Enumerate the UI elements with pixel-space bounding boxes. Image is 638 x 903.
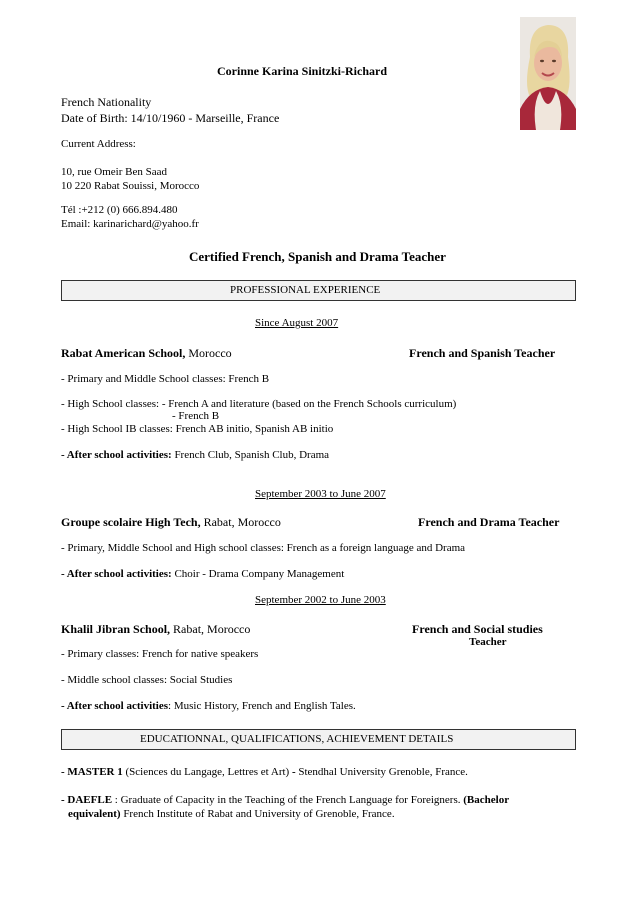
- employer-location: Rabat, Morocco: [170, 622, 251, 636]
- candidate-name: Corinne Karina Sinitzki-Richard: [217, 64, 388, 78]
- activities-text: Choir - Drama Company Management: [171, 568, 345, 580]
- activities-label: - After school activities:: [61, 449, 172, 461]
- section-title: EDUCATIONNAL, QUALIFICATIONS, ACHIEVEMENT DETAILS: [140, 733, 454, 745]
- job-activities: [61, 700, 356, 712]
- degree-institution: French Institute of Rabat and University of Grenoble, France.: [120, 808, 395, 820]
- email: Email: karinarichard@yahoo.fr: [61, 218, 199, 230]
- degree-title: - DAEFLE: [61, 794, 113, 806]
- job-role: French and Drama Teacher: [418, 515, 560, 529]
- job-duty: - Primary classes: French for native speakers: [61, 648, 259, 660]
- section-title: PROFESSIONAL EXPERIENCE: [230, 284, 381, 296]
- degree-title: - MASTER 1: [61, 766, 123, 778]
- employer-name: Groupe scolaire High Tech,: [61, 515, 201, 529]
- job-employer: [61, 622, 250, 637]
- activities-label: - After school activities:: [61, 568, 172, 580]
- date-of-birth: Date of Birth: 14/10/1960 - Marseille, France: [61, 111, 280, 125]
- employer-location: Morocco: [185, 346, 232, 360]
- phone: Tél :+212 (0) 666.894.480: [61, 204, 178, 216]
- activities-label: - After school activities: [61, 700, 169, 712]
- employer-name: Rabat American School,: [61, 346, 186, 360]
- job-period: September 2002 to June 2003: [255, 594, 386, 606]
- job-period: September 2003 to June 2007: [255, 488, 386, 500]
- job-duty: - French B: [172, 410, 220, 422]
- job-duty: - High School classes: - French A and literature (based on the French Schools curriculum): [61, 398, 457, 410]
- activities-text: : Music History, French and English Tales.: [168, 700, 356, 712]
- section-header-education: [61, 729, 576, 750]
- education-item-continued: [68, 808, 395, 820]
- job-duty: - High School IB classes: French AB initio, Spanish AB initio: [61, 423, 334, 435]
- job-duty: - Primary, Middle School and High school classes: French as a foreign language and Drama: [61, 542, 466, 554]
- section-header-experience: [61, 280, 576, 301]
- nationality: French Nationality: [61, 95, 152, 109]
- job-role: French and Spanish Teacher: [409, 346, 556, 360]
- degree-equivalent: equivalent): [68, 808, 121, 820]
- job-employer: [61, 346, 232, 361]
- activities-text: French Club, Spanish Club, Drama: [171, 449, 330, 461]
- address-line-2: 10 220 Rabat Souissi, Morocco: [61, 180, 200, 192]
- degree-dash: -: [291, 766, 296, 778]
- address-label: Current Address:: [61, 138, 136, 150]
- degree-description: : Graduate of Capacity in the Teaching of the French Language for Foreigners.: [112, 794, 464, 806]
- education-item: [61, 794, 509, 806]
- job-duty: - Primary and Middle School classes: French B: [61, 373, 270, 385]
- degree-equivalent: (Bachelor: [463, 794, 510, 806]
- degree-description: (Sciences du Langage, Lettres et Art): [122, 766, 292, 778]
- degree-institution: Stendhal University Grenoble, France.: [295, 766, 468, 778]
- job-period: Since August 2007: [255, 317, 339, 329]
- profile-photo: [520, 17, 576, 130]
- job-employer: [61, 515, 281, 530]
- job-duty: - Middle school classes: Social Studies: [61, 674, 233, 686]
- job-activities: [61, 449, 329, 461]
- address-line-1: 10, rue Omeir Ben Saad: [61, 166, 167, 178]
- employer-location: Rabat, Morocco: [200, 515, 281, 529]
- job-role: French and Social studies: [412, 622, 543, 636]
- education-item: [61, 766, 468, 778]
- job-activities: [61, 568, 344, 580]
- job-role-continued: Teacher: [469, 636, 507, 648]
- employer-name: Khalil Jibran School,: [61, 622, 171, 636]
- portrait-image: [520, 17, 576, 130]
- headline: Certified French, Spanish and Drama Teacher: [189, 249, 446, 264]
